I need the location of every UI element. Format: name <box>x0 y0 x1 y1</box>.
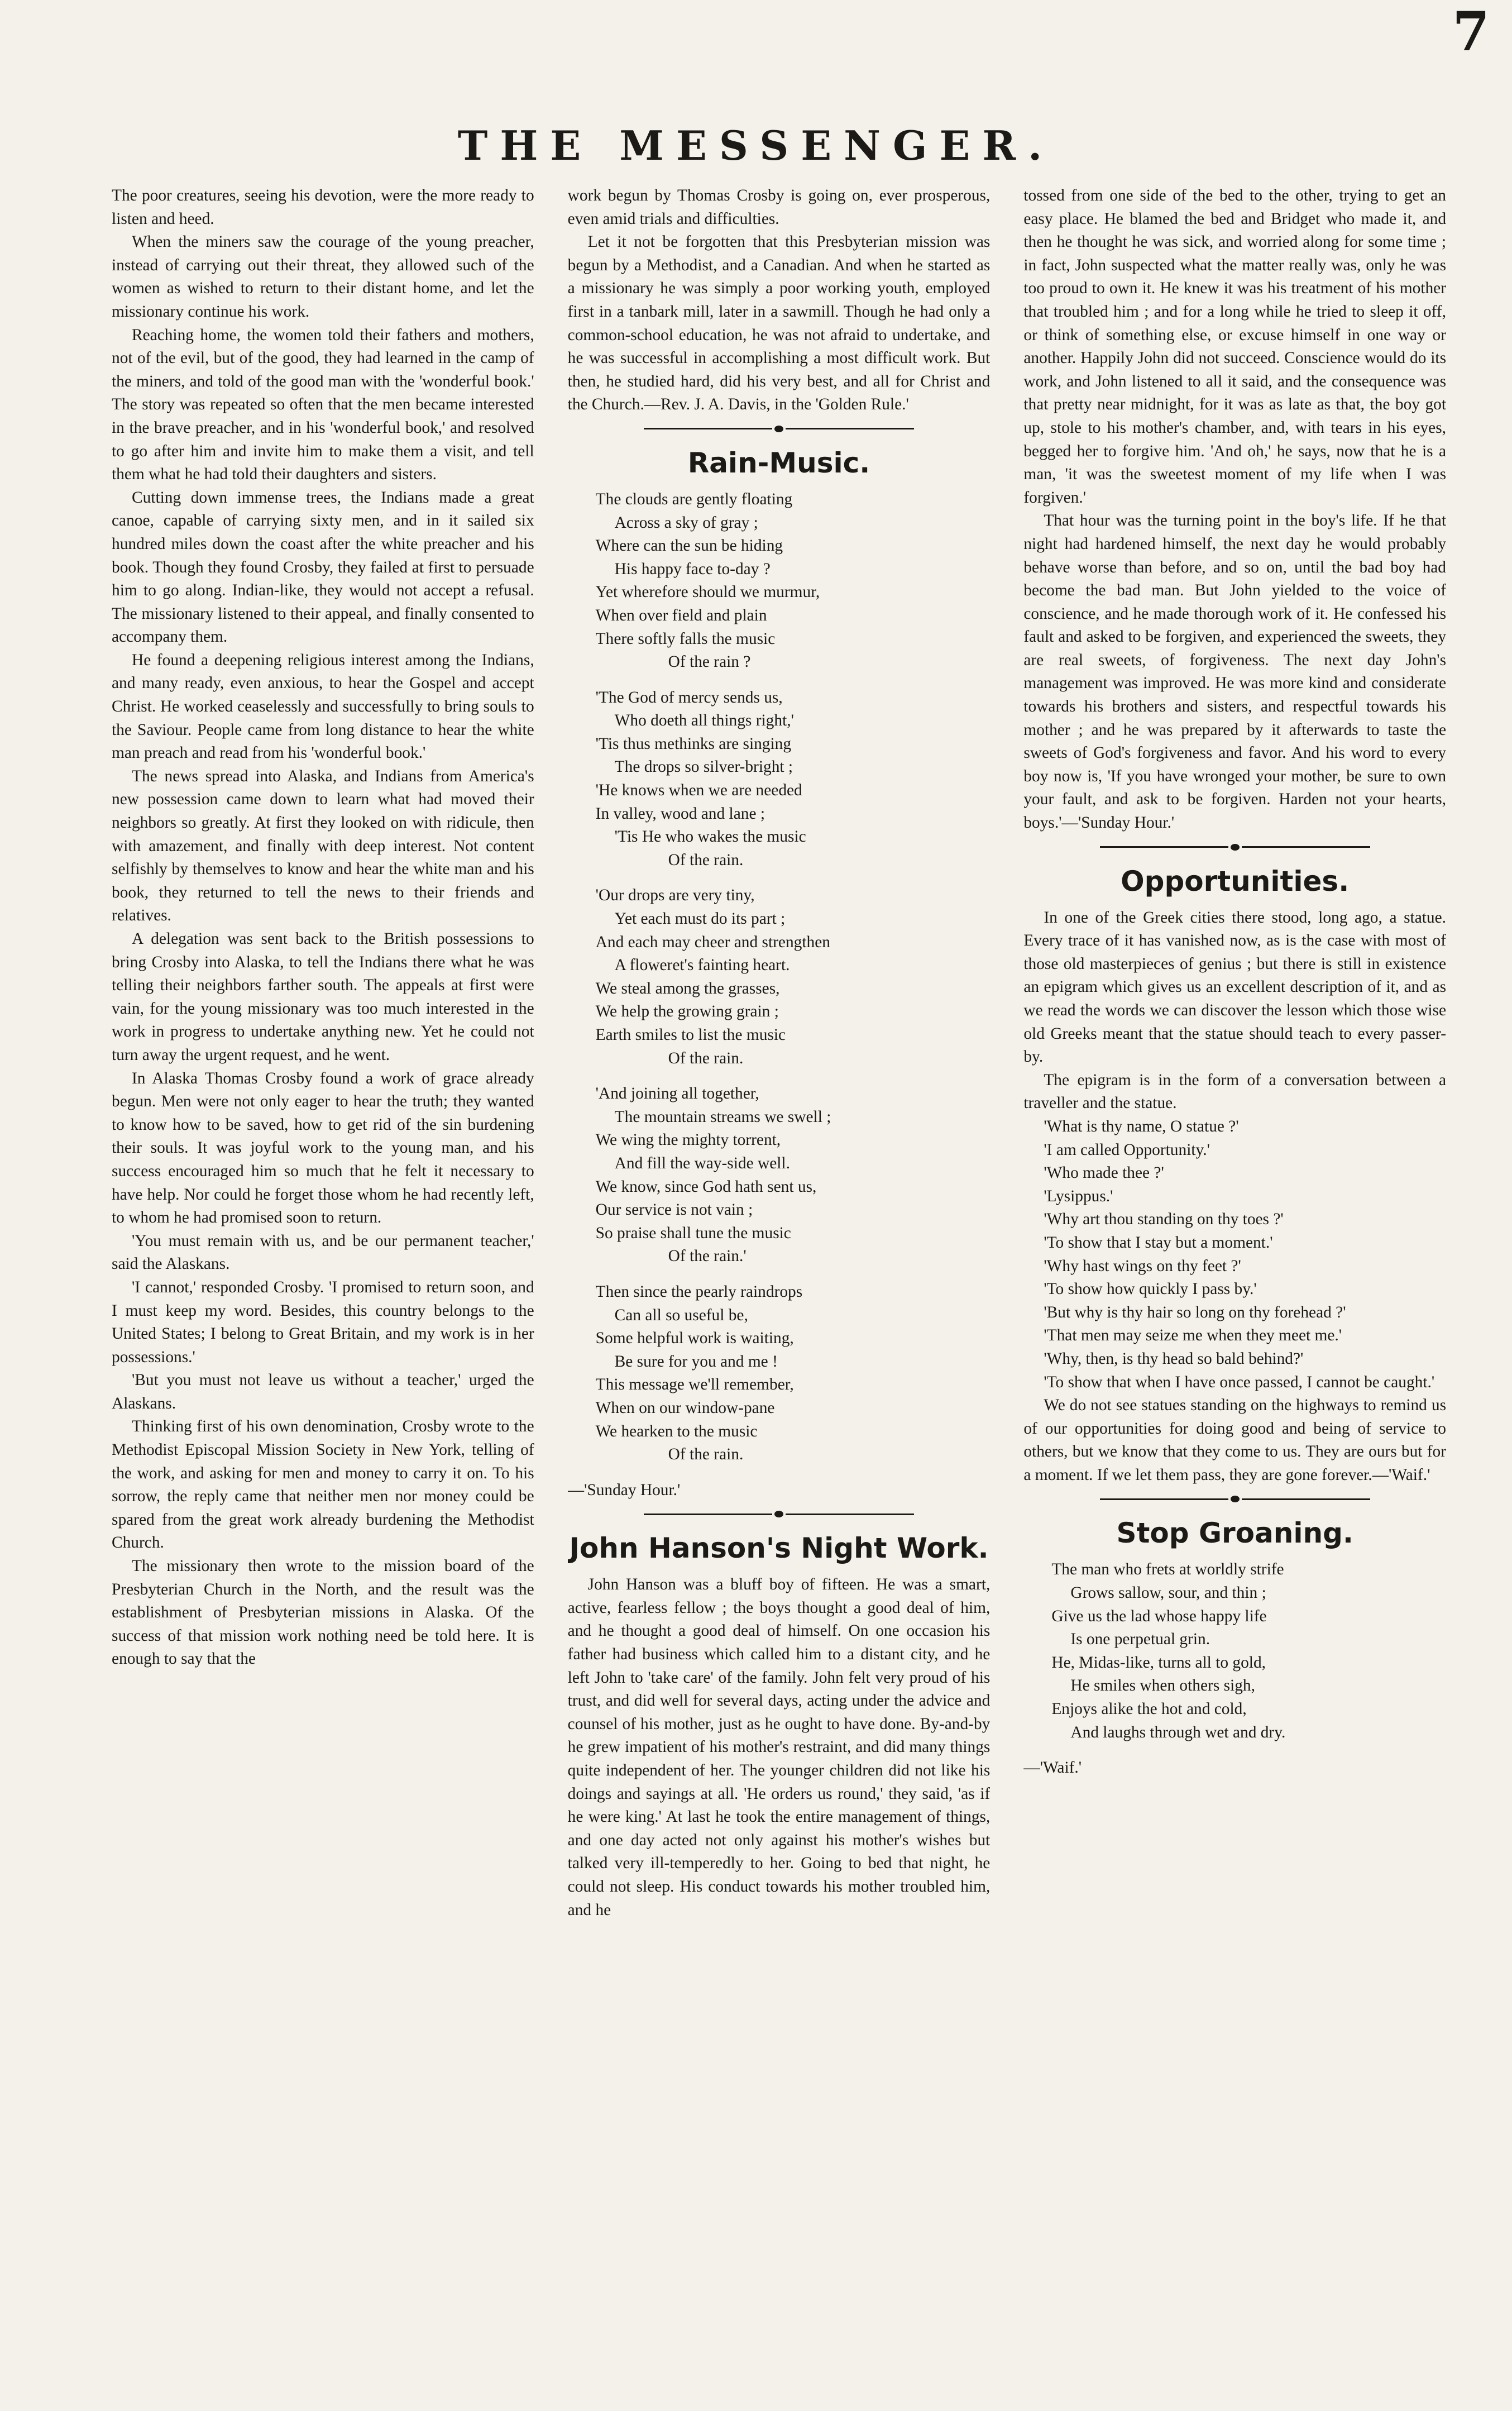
rain-music-title: Rain-Music. <box>687 446 870 479</box>
opportunities-title: Opportunities. <box>1121 865 1350 897</box>
poem-line: Enjoys alike the hot and cold, <box>1051 1700 1247 1718</box>
poem-line: When on our window-pane <box>595 1398 775 1417</box>
poem-stanza <box>596 1082 991 1268</box>
poem-credit: —'Sunday Hour.' <box>567 1481 681 1499</box>
dialog-line: 'To show that when I have once passed, I cannot be caught.' <box>1044 1373 1435 1391</box>
poem-line: Of the rain. <box>668 1445 744 1464</box>
paragraph: The missionary then wrote to the mission board of the Presbyterian Church in the North, and the result was the establishment of Presbyterian missions in Alaska. Of the success of that mission work nothing need be told here. It is enough to say that the <box>112 1557 534 1668</box>
paragraph: 'But you must not leave us without a teacher,' urged the Alaskans. <box>112 1371 534 1412</box>
paragraph: A delegation was sent back to the British possessions to bring Crosby into Alaska, to tell the Indians there what he was telling their neighbors farther south. The appeals at first were vain, for the young missionary was too much interested in the work in progress to undertake anything new. Yet he could not turn away the urgent request, and he went. <box>112 930 534 1064</box>
poem-line: Of the rain. <box>668 1049 744 1067</box>
paragraph: 'I cannot,' responded Crosby. 'I promised to return soon, and I must keep my word. Besides, this country belongs to the United States; I belong to Great Britain, and my work is in her possessions.' <box>112 1278 534 1366</box>
poem-line: Who doeth all things right,' <box>614 712 794 730</box>
masthead: THE MESSENGER. <box>457 122 1055 169</box>
dialog-line: 'Why hast wings on thy feet ?' <box>1044 1257 1241 1275</box>
poem-line: We help the growing grain ; <box>595 1002 779 1021</box>
poem-stanza <box>596 488 991 674</box>
poem-line: The man who frets at worldly strife <box>1051 1560 1284 1579</box>
poem-line: His happy face to-day ? <box>614 560 771 578</box>
poem-line: He, Midas-like, turns all to gold, <box>1051 1653 1266 1672</box>
paragraph: Thinking first of his own denomination, Crosby wrote to the Methodist Episcopal Mission Society in New York, telling of the work, and asking for men and money to carry it on. To his sorrow, the reply came that neither men nor money could be spared from the great work already burdening the Methodist Church. <box>112 1417 534 1552</box>
poem-line: 'The God of mercy sends us, <box>595 688 783 706</box>
paragraph: The poor creatures, seeing his devotion, were the more ready to listen and heed. <box>112 187 534 228</box>
poem-line: Yet wherefore should we murmur, <box>595 583 820 601</box>
poem-line: A floweret's fainting heart. <box>614 956 790 975</box>
paragraph: Reaching home, the women told their fathers and mothers, not of the evil, but of the good, they had learned in the camp of the miners, and told of the good man with the 'wonderful book.' The story was repeated so often that the men became interested in the brave preacher, and in his 'wonderful book,' and resolved to go after him and invite him to make them a visit, and tell them what he had told their daughters and sisters. <box>112 326 534 484</box>
column-2 <box>568 184 991 2368</box>
poem-line: Some helpful work is waiting, <box>595 1329 794 1348</box>
dialog-line: 'To show how quickly I pass by.' <box>1044 1280 1257 1298</box>
column-1 <box>112 184 534 2368</box>
poem-line: The mountain streams we swell ; <box>614 1107 831 1126</box>
poem-line: Be sure for you and me ! <box>614 1352 778 1371</box>
poem-line: We steal among the grasses, <box>595 979 780 997</box>
dialog-line: 'What is thy name, O statue ?' <box>1044 1117 1239 1135</box>
poem-line: Can all so useful be, <box>614 1306 748 1324</box>
poem-line: He smiles when others sigh, <box>1070 1677 1255 1695</box>
paragraph: When the miners saw the courage of the young preacher, instead of carrying out their threat, they allowed such of the women as wished to return to their distant home, and let the missionary continue his work. <box>112 233 534 321</box>
poem-credit: —'Waif.' <box>1023 1759 1082 1777</box>
poem-line: And laughs through wet and dry. <box>1070 1723 1286 1741</box>
dialog-line: 'That men may seize me when they meet me.' <box>1044 1326 1342 1345</box>
stop-groaning-title: Stop Groaning. <box>1116 1517 1353 1550</box>
paragraph: He found a deepening religious interest among the Indians, and many ready, even anxious, to hear the Gospel and accept Christ. He worked ceaselessly and successfully to bring souls to the Saviour. People came from long distance to hear the white man preach and read from his 'wonderful book.' <box>112 651 534 762</box>
paragraph: John Hanson was a bluff boy of fifteen. He was a smart, active, fearless fellow ; the boys thought a good deal of him, and he thought a good deal of himself. On one occasion his father had business which called him to a distant city, and he left John to 'take care' of the family. John felt very proud of his trust, and did well for several days, acting under the advice and counsel of his mother, just as he ought to have done. By-and-by he grew impatient of his mother's restraint, and did many things quite independent of her. The younger children did not like his doings and sayings at all. 'He orders us round,' they said, 'as if he were king.' At last he took the entire management of things, and one day acted not only against his mother's wishes but talked very ill-temperedly to her. Going to bed that night, he could not sleep. His conduct towards his mother troubled him, and he <box>567 1575 991 1919</box>
poem-line: 'He knows when we are needed <box>595 781 802 800</box>
page-number: 7 <box>1452 0 1490 63</box>
paragraph: That hour was the turning point in the boy's life. If he that night had hardened himself, the next day he would probably behave worse than before, and so on, until the bad boy had become the bad man. But John yielded to the voice of conscience, and he made thorough work of it. He confessed his fault and asked to be forgiven, and experienced the sweets, they are real sweets, of forgiveness. The next day John's management was improved. He was more kind and considerate towards his brothers and sisters, and respectful towards his mother ; and he was prepared by it afterwards to taste the sweets of God's forgiveness and favor. And his word to every boy now is, 'If you have wronged your mother, be sure to own your fault, and ask to be forgiven. Harden not your hearts, boys.'—'Sunday Hour.' <box>1023 512 1447 832</box>
poem-line: 'Our drops are very tiny, <box>595 886 755 905</box>
poem-line: Give us the lad whose happy life <box>1051 1607 1267 1625</box>
poem-line: Where can the sun be hiding <box>595 537 783 555</box>
section-divider <box>568 1502 991 1526</box>
poem-line: Across a sky of gray ; <box>614 513 758 532</box>
paragraph: Cutting down immense trees, the Indians made a great canoe, capable of carrying sixty men, and in it sailed six hundred miles down the coast after the white preacher and his book. Though they found Crosby, they failed at first to persuade him to go along. Indian-like, they would not accept a refusal. The missionary listened to their appeal, and finally consented to accompany them. <box>112 488 534 646</box>
paragraph: work begun by Thomas Crosby is going on, ever prosperous, even amid trials and difficulties. <box>567 187 991 228</box>
paragraph: Let it not be forgotten that this Presbyterian mission was begun by a Methodist, and a Canadian. And when he started as a missionary he was simply a poor working youth, employed first in a tanbark mill, later in a sawmill. Though he had only a common-school education, he was not afraid to undertake, and he was successful in accomplishing a most difficult work. But then, he studied hard, did his very best, and all for Christ and the Church.—Rev. J. A. Davis, in the 'Golden Rule.' <box>567 233 991 414</box>
dialog-line: 'Lysippus.' <box>1044 1187 1113 1205</box>
paragraph: In one of the Greek cities there stood, long ago, a statue. Every trace of it has vanished now, as is the case with most of those old masterpieces of genius ; but there is still in existence an epigram which gives us an excellent description of it, and as we read the words we can discover the lesson which those wise old Greeks meant that the statue should teach to every passer-by. <box>1023 908 1447 1066</box>
paragraph: 'You must remain with us, and be our permanent teacher,' said the Alaskans. <box>112 1231 534 1273</box>
section-divider <box>1023 1487 1446 1511</box>
poem-stanza <box>1051 1558 1446 1744</box>
dialog-line: 'Who made thee ?' <box>1044 1164 1164 1182</box>
poem-line: We wing the mighty torrent, <box>595 1131 781 1149</box>
poem-line: Of the rain ? <box>668 653 751 671</box>
poem-line: 'And joining all together, <box>595 1085 759 1103</box>
poem-line: Earth smiles to list the music <box>595 1026 786 1044</box>
dialog-line: 'Why art thou standing on thy toes ?' <box>1044 1210 1284 1229</box>
poem-line: And each may cheer and strengthen <box>595 933 830 951</box>
rain-music-poem <box>596 488 991 1467</box>
column-3 <box>1023 184 1446 2368</box>
dialog-line: 'But why is thy hair so long on thy forehead ?' <box>1044 1303 1346 1321</box>
poem-line: The drops so silver-bright ; <box>614 758 793 776</box>
section-divider <box>568 417 991 441</box>
paragraph: We do not see statues standing on the highways to remind us of our opportunities for doing good and being of service to others, but we know that they come to us. They are ours but for a moment. If we let them pass, they are gone forever.—'Waif.' <box>1023 1396 1447 1484</box>
poem-line: The clouds are gently floating <box>595 490 793 508</box>
poem-line: There softly falls the music <box>595 629 776 648</box>
columns <box>112 184 1446 2368</box>
stop-groaning-poem <box>1051 1558 1446 1744</box>
paragraph: The news spread into Alaska, and Indians from America's new possession came down to learn what had moved their neighbors so greatly. At first they looked on with ridicule, then with amazement, and finally with deep interest. Not content selfishly by themselves to know and hear the white man and his book, they returned to tell the news to their friends and relatives. <box>112 767 534 925</box>
poem-line: Of the rain.' <box>668 1247 747 1266</box>
poem-stanza <box>596 884 991 1070</box>
section-divider <box>1023 835 1446 860</box>
poem-stanza <box>596 686 991 872</box>
poem-line: When over field and plain <box>595 606 767 624</box>
dialog-line: 'Why, then, is thy head so bald behind?' <box>1044 1349 1304 1368</box>
paragraph: In Alaska Thomas Crosby found a work of grace already begun. Men were not only eager to hear the truth; they wanted to know how to be saved, how to get rid of the sin burdening their souls. It was joyful work to the young man, and his success encouraged him so much that he felt it necessary to have help. Nor could he forget those whom he had recently left, to whom he had promised soon to return. <box>112 1069 534 1227</box>
poem-line: And fill the way-side well. <box>614 1154 790 1172</box>
dialog-line: 'I am called Opportunity.' <box>1044 1140 1210 1159</box>
john-hanson-title: John Hanson's Night Work. <box>569 1532 989 1565</box>
poem-line: 'Tis He who wakes the music <box>614 828 806 846</box>
poem-stanza <box>596 1281 991 1467</box>
poem-line: Yet each must do its part ; <box>614 910 786 928</box>
poem-line: Grows sallow, sour, and thin ; <box>1070 1584 1266 1602</box>
paragraph: tossed from one side of the bed to the other, trying to get an easy place. He blamed the bed and Bridget who made it, and then he thought he was sick, and worried along for some time ; in fact, John suspected what the matter really was, only he was too proud to own it. He knew it was his treatment of his mother that troubled him ; and for a long while he tried to sleep it off, or think of something else, or excuse himself in one way or another. Happily John did not succeed. Conscience would do its work, and John listened to all it said, and the consequence was that pretty near midnight, for it was as late as that, the boy got up, stole to his mother's chamber, and, with tears in his eyes, begged her to forgive him. 'And oh,' he says, now that he is a man, 'it was the sweetest moment of my life when I was forgiven.' <box>1023 187 1447 507</box>
poem-line: This message we'll remember, <box>595 1376 794 1394</box>
dialog-line: 'To show that I stay but a moment.' <box>1044 1233 1273 1252</box>
poem-line: In valley, wood and lane ; <box>595 804 765 823</box>
poem-line: 'Tis thus methinks are singing <box>595 734 792 753</box>
poem-line: Our service is not vain ; <box>595 1201 753 1219</box>
poem-line: Then since the pearly raindrops <box>595 1282 803 1301</box>
poem-line: Of the rain. <box>668 851 744 869</box>
poem-line: So praise shall tune the music <box>595 1224 791 1242</box>
poem-line: We hearken to the music <box>595 1422 758 1440</box>
paragraph: The epigram is in the form of a conversation between a traveller and the statue. <box>1023 1071 1447 1113</box>
poem-line: We know, since God hath sent us, <box>595 1177 817 1196</box>
poem-line: Is one perpetual grin. <box>1070 1630 1210 1649</box>
